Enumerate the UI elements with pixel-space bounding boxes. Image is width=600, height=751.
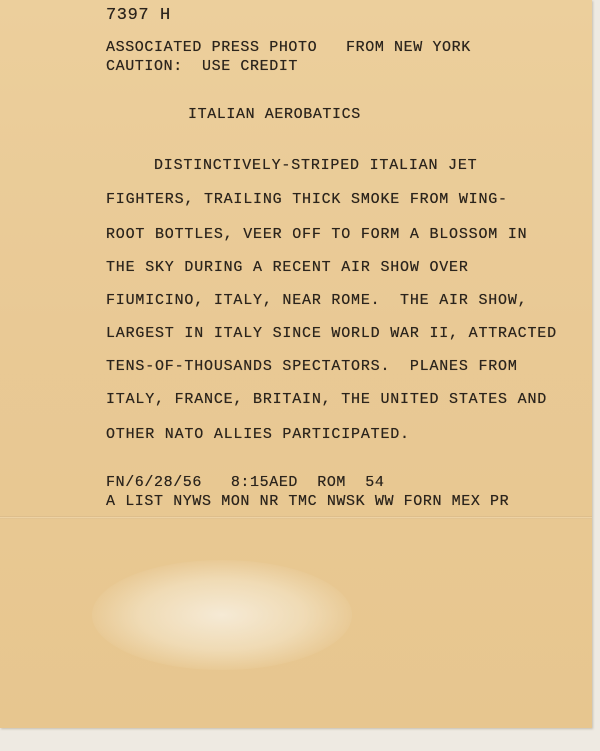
paper-fold-line	[0, 516, 592, 519]
source-line: ASSOCIATED PRESS PHOTO FROM NEW YORK	[106, 39, 471, 56]
dateline: FN/6/28/56 8:15AED ROM 54	[106, 474, 385, 491]
body-line: LARGEST IN ITALY SINCE WORLD WAR II, ATTRACTED	[106, 325, 557, 342]
headline: ITALIAN AEROBATICS	[188, 106, 361, 123]
distribution-list: A LIST NYWS MON NR TMC NWSK WW FORN MEX PR	[106, 493, 510, 510]
body-line: ITALY, FRANCE, BRITAIN, THE UNITED STATES AND	[106, 391, 548, 408]
body-line: TENS-OF-THOUSANDS SPECTATORS. PLANES FROM	[106, 358, 518, 375]
body-line: FIUMICINO, ITALY, NEAR ROME. THE AIR SHOW,	[106, 292, 528, 309]
body-line: THE SKY DURING A RECENT AIR SHOW OVER	[106, 259, 469, 276]
body-line: OTHER NATO ALLIES PARTICIPATED.	[106, 426, 410, 443]
body-line: FIGHTERS, TRAILING THICK SMOKE FROM WING-	[106, 191, 508, 208]
reference-number: 7397 H	[106, 6, 171, 25]
body-line: DISTINCTIVELY-STRIPED ITALIAN JET	[154, 157, 478, 174]
body-line: ROOT BOTTLES, VEER OFF TO FORM A BLOSSOM IN	[106, 226, 528, 243]
caution-line: CAUTION: USE CREDIT	[106, 58, 299, 75]
paper-stain	[92, 560, 352, 670]
